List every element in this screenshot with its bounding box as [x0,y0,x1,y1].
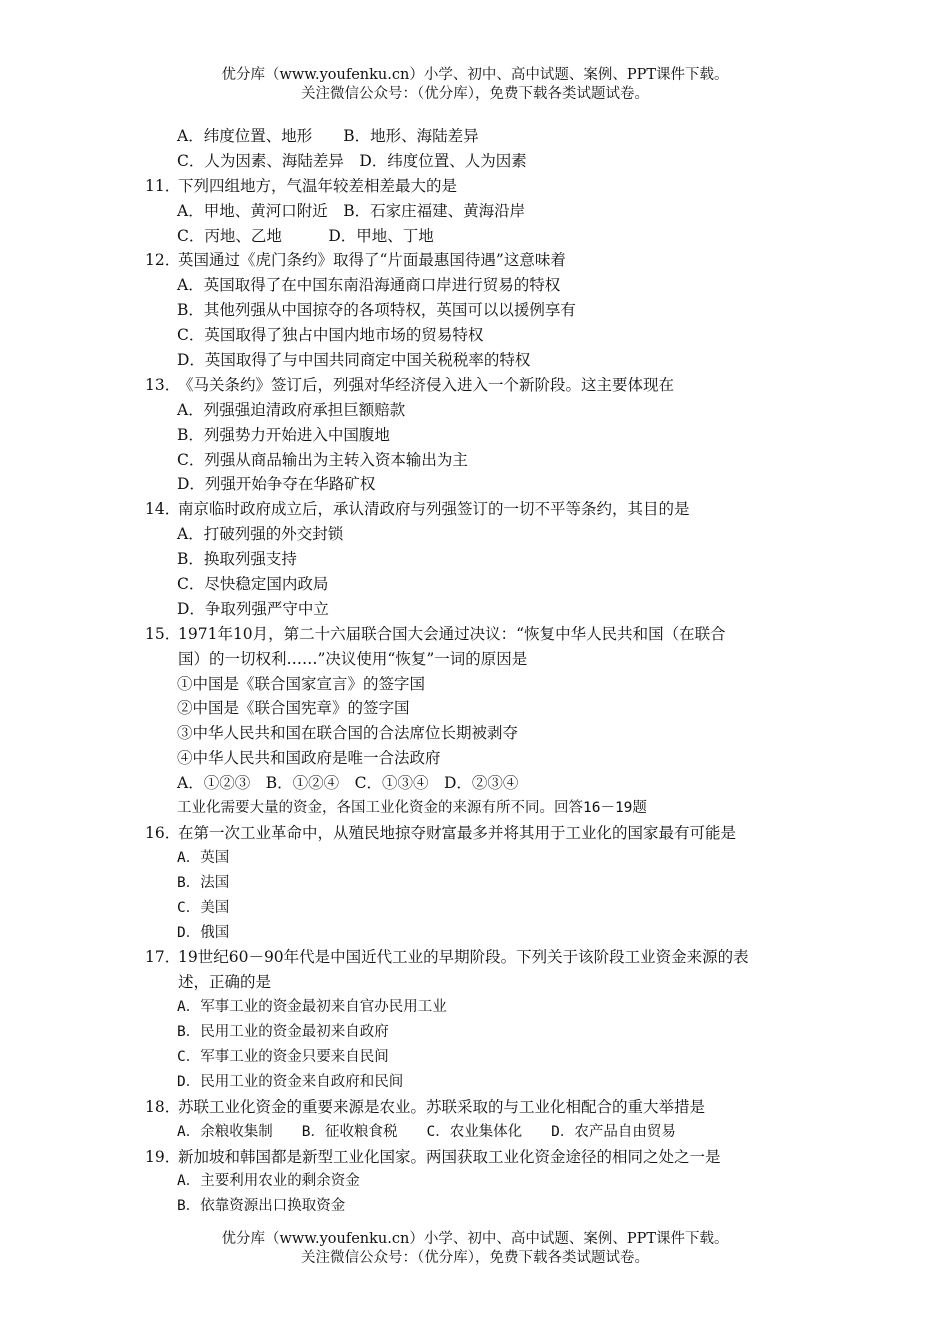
statement-line: ②中国是《联合国宪章》的签字国 [177,699,410,718]
footer-line-1: 优分库（www.youfenku.cn）小学、初中、高中试题、案例、PPT课件下载。 [221,1231,729,1247]
question-number: 12． [145,251,181,270]
question-text: 南京临时政府成立后，承认清政府与列强签订的一切不平等条约，其目的是 [178,500,690,519]
question-text: 《马关条约》签订后，列强对华经济侵入进入一个新阶段。这主要体现在 [178,375,675,394]
option-line: B．换取列强支持 [177,550,297,569]
question-text: 1971年10月，第二十六届联合国大会通过决议：“恢复中华人民共和国（在联合 [178,624,726,643]
option-line: A．英国取得了在中国东南沿海通商口岸进行贸易的特权 [177,276,561,295]
option-line: D．争取列强严守中立 [177,599,329,618]
question-text: 新加坡和韩国都是新型工业化国家。两国获取工业化资金途径的相同之处之一是 [178,1147,721,1166]
option-line: B．法国 [177,874,230,891]
option-line: C．列强从商品输出为主转入资本输出为主 [177,450,468,469]
question-14 [145,497,825,522]
option-line: A．打破列强的外交封锁 [177,525,344,544]
option-line: A．甲地、黄河口附近 B．石家庄福建、黄海沿岸 [177,201,526,220]
footer-line-2: 关注微信公众号：（优分库），免费下载各类试题试卷。 [301,1250,649,1266]
exam-content [145,124,825,1219]
option-line: A．主要利用农业的剩余资金 [177,1173,360,1190]
statement-line: ①中国是《联合国家宣言》的签字国 [177,674,426,693]
option-line: B．民用工业的资金最初来自政府 [177,1024,389,1041]
question-text: 下列四组地方，气温年较差相差最大的是 [178,176,458,195]
question-number: 16． [145,823,181,842]
question-19 [145,1145,825,1170]
question-number: 15． [145,624,181,643]
question-number: 18． [145,1097,181,1116]
option-line: C．军事工业的资金只要来自民间 [177,1048,389,1065]
option-line: C．美国 [177,899,230,916]
option-line: A．军事工业的资金最初来自官办民用工业 [177,999,447,1016]
statement-line: ③中华人民共和国在联合国的合法席位长期被剥夺 [177,724,519,743]
page-header [0,66,950,104]
option-line: A．英国 [177,849,230,866]
option-line: B．列强势力开始进入中国腹地 [177,425,390,444]
question-number: 19． [145,1147,181,1166]
option-line: A．余粮收集制 B．征收粮食税 C．农业集体化 D．农产品自由贸易 [177,1123,676,1140]
option-line: D．英国取得了与中国共同商定中国关税税率的特权 [177,351,531,370]
question-text: 在第一次工业革命中，从殖民地掠夺财富最多并将其用于工业化的国家最有可能是 [178,823,737,842]
option-line: A．①②③ B．①②④ C．①③④ D．②③④ [177,774,519,793]
page-footer [0,1230,950,1268]
option-line: B．依靠资源出口换取资金 [177,1198,346,1215]
question-number: 14． [145,500,181,519]
question-13 [145,373,825,398]
option-line: C．人为因素、海陆差异 D．纬度位置、人为因素 [177,151,527,170]
question-text-continued: 国）的一切权利……”决议使用“恢复”一词的原因是 [178,649,528,668]
header-line-1: 优分库（www.youfenku.cn）小学、初中、高中试题、案例、PPT课件下载。 [221,67,729,83]
section-note: 工业化需要大量的资金，各国工业化资金的来源有所不同。回答16－19题 [177,800,647,817]
header-line-2: 关注微信公众号：（优分库），免费下载各类试题试卷。 [301,86,649,102]
option-line: D．民用工业的资金来自政府和民间 [177,1073,404,1090]
question-16 [145,821,825,846]
option-line: C．英国取得了独占中国内地市场的贸易特权 [177,326,484,345]
question-text-continued: 述，正确的是 [178,973,272,992]
question-number: 13． [145,375,181,394]
option-line: A．纬度位置、地形 B．地形、海陆差异 [177,127,479,145]
question-text: 英国通过《虎门条约》取得了“片面最惠国待遇”这意味着 [178,251,566,270]
question-17 [145,945,825,970]
question-12 [145,248,825,273]
option-line: A．列强强迫清政府承担巨额赔款 [177,400,406,419]
question-18 [145,1095,825,1120]
question-number: 11． [145,176,181,195]
option-line: C．丙地、乙地 D．甲地、丁地 [177,226,434,245]
statement-line: ④中华人民共和国政府是唯一合法政府 [177,749,441,768]
option-line: B．其他列强从中国掠夺的各项特权，英国可以以援例享有 [177,301,576,320]
option-line: C．尽快稳定国内政局 [177,575,329,594]
question-number: 17． [145,948,181,967]
question-text: 苏联工业化资金的重要来源是农业。苏联采取的与工业化相配合的重大举措是 [178,1097,706,1116]
question-text: 19世纪60－90年代是中国近代工业的早期阶段。下列关于该阶段工业资金来源的表 [178,948,749,967]
option-line: D．列强开始争夺在华路矿权 [177,475,376,494]
question-15 [145,622,825,647]
option-line: D．俄国 [177,924,230,941]
question-11 [145,174,825,199]
